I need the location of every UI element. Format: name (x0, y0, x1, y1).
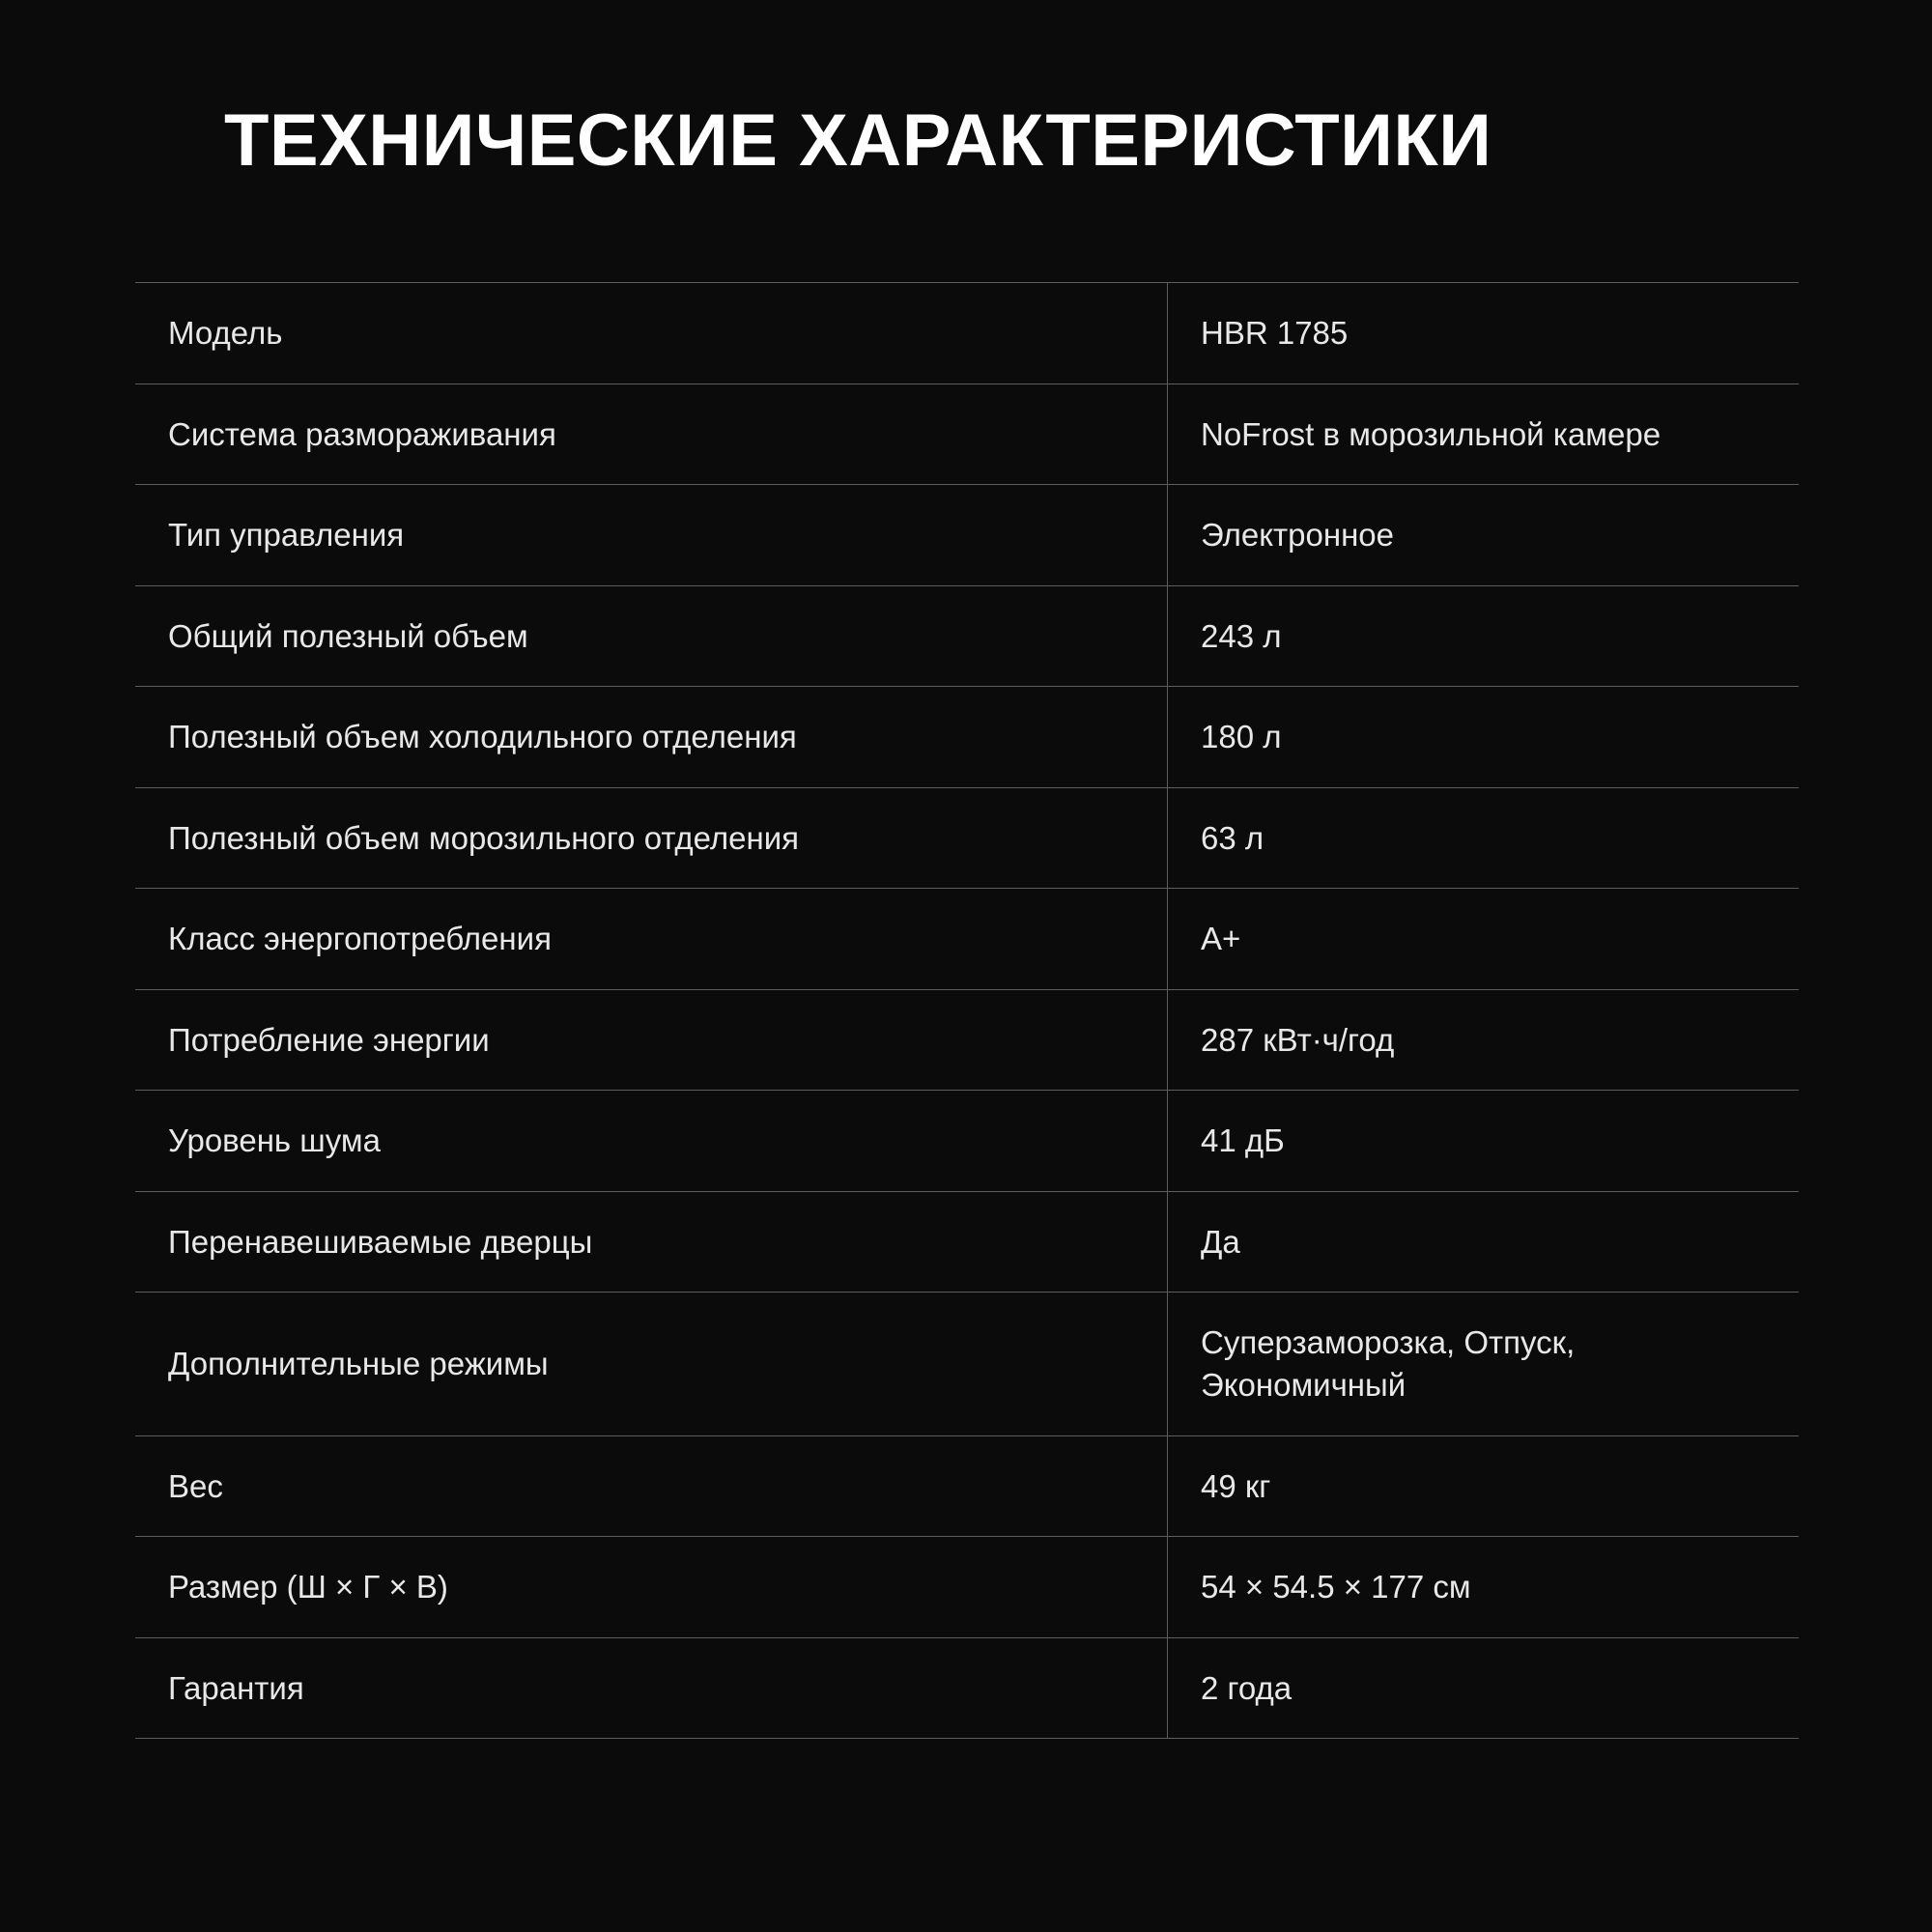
table-row (135, 384, 1799, 485)
spec-value: 243 л (1201, 617, 1282, 654)
specifications-table-body (135, 283, 1799, 1739)
table-row (135, 989, 1799, 1091)
spec-value: 2 года (1201, 1669, 1293, 1706)
table-row (135, 485, 1799, 586)
spec-value: 287 кВт·ч/год (1201, 1021, 1395, 1058)
table-row (135, 1191, 1799, 1293)
spec-value: HBR 1785 (1201, 315, 1349, 351)
spec-value: Электронное (1201, 517, 1395, 554)
spec-value-line-2: Экономичный (1201, 1367, 1406, 1404)
spec-value: A+ (1201, 921, 1241, 957)
table-row (135, 1435, 1799, 1537)
spec-value: 180 л (1201, 719, 1282, 755)
spec-label: Полезный объем морозильного отделения (135, 787, 1168, 889)
spec-label: Размер (Ш × Г × В) (135, 1537, 1168, 1638)
spec-value: 54 × 54.5 × 177 см (1201, 1569, 1471, 1605)
spec-value-line-1: Суперзаморозка, Отпуск, (1201, 1324, 1576, 1361)
table-row (135, 1091, 1799, 1192)
spec-value: 41 дБ (1201, 1122, 1285, 1159)
page-title: ТЕХНИЧЕСКИЕ ХАРАКТЕРИСТИКИ (224, 99, 1492, 182)
spec-value: NoFrost в морозильной камере (1201, 415, 1662, 452)
table-row (135, 1537, 1799, 1638)
table-row (135, 585, 1799, 687)
table-row (135, 787, 1799, 889)
spec-label: Дополнительные режимы (135, 1293, 1168, 1435)
table-row (135, 889, 1799, 990)
spec-label: Уровень шума (135, 1091, 1168, 1192)
spec-label: Перенавешиваемые дверцы (135, 1191, 1168, 1293)
table-row (135, 1293, 1799, 1435)
table-row (135, 687, 1799, 788)
spec-value: 49 кг (1201, 1467, 1271, 1504)
spec-label: Класс энергопотребления (135, 889, 1168, 990)
spec-label: Потребление энергии (135, 989, 1168, 1091)
spec-label: Гарантия (135, 1637, 1168, 1739)
specifications-table (135, 282, 1799, 1739)
table-row (135, 283, 1799, 384)
spec-value: 63 л (1201, 819, 1264, 856)
spec-label: Модель (135, 283, 1168, 384)
table-row (135, 1637, 1799, 1739)
spec-label: Система размораживания (135, 384, 1168, 485)
spec-label: Общий полезный объем (135, 585, 1168, 687)
spec-label: Тип управления (135, 485, 1168, 586)
spec-value: Да (1201, 1223, 1240, 1260)
spec-label: Вес (135, 1435, 1168, 1537)
spec-value (1168, 1293, 1800, 1435)
spec-label: Полезный объем холодильного отделения (135, 687, 1168, 788)
